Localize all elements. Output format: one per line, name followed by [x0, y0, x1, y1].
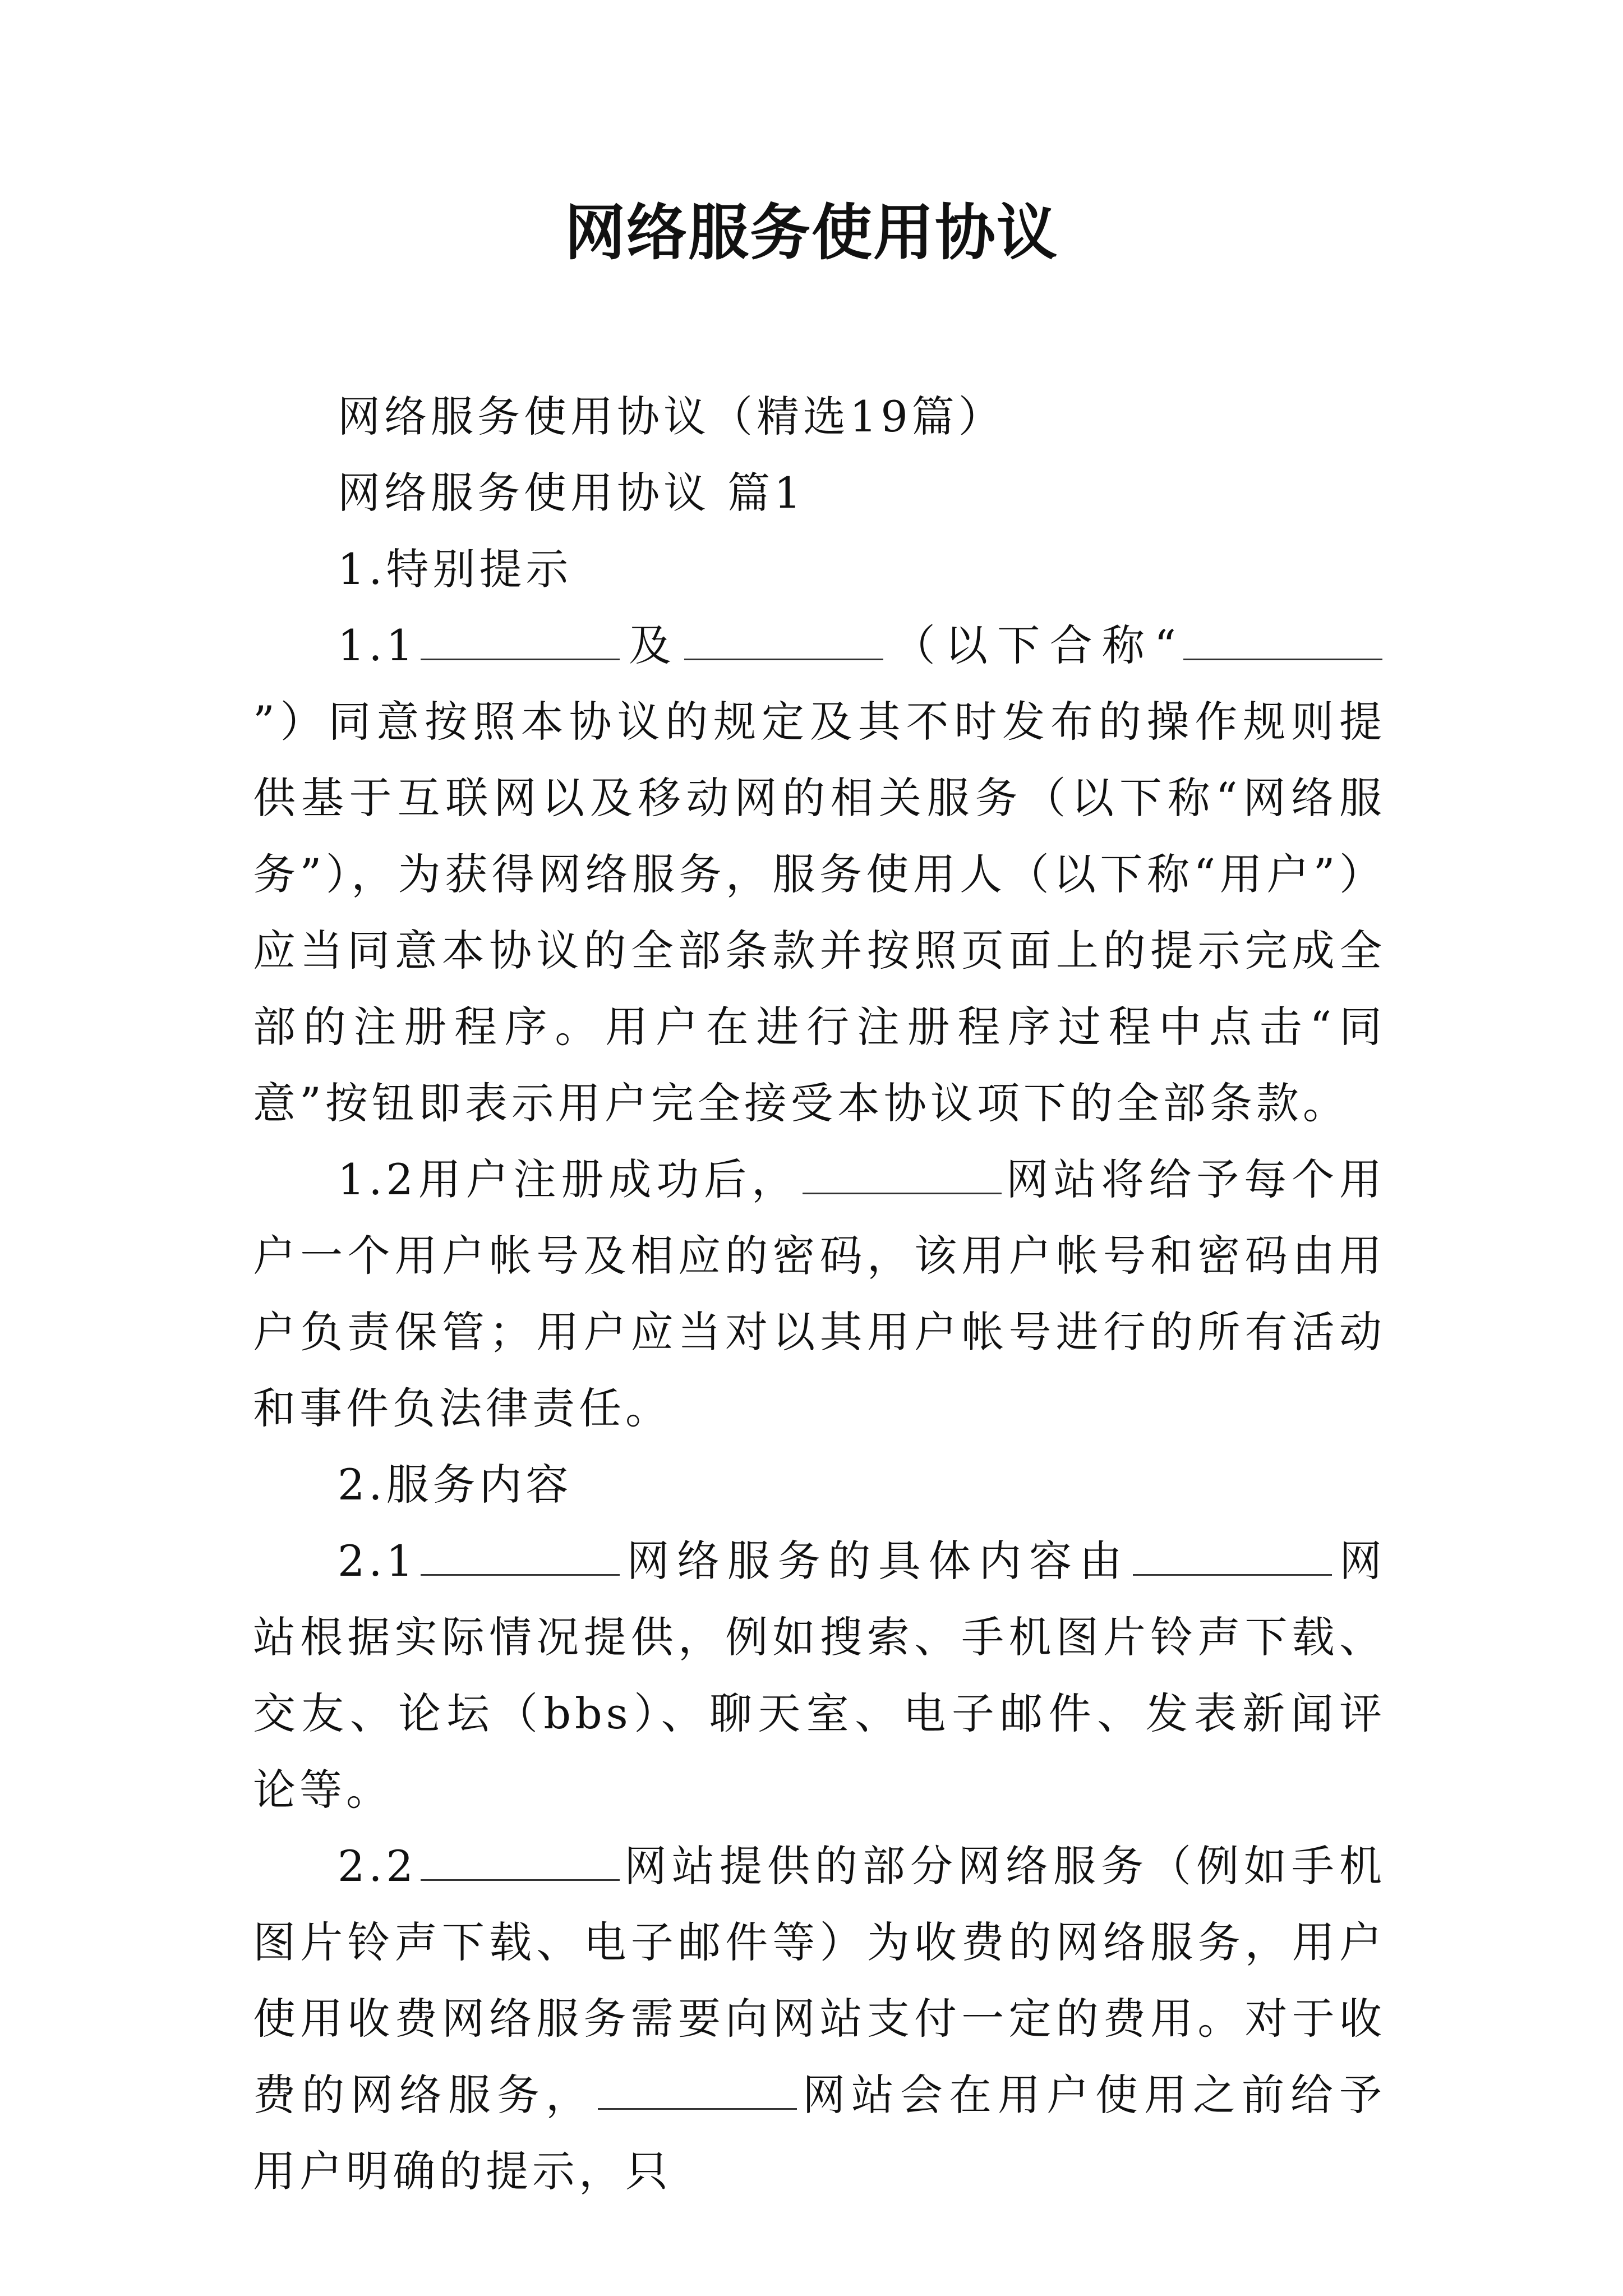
- paragraph-text: 2.1: [338, 1536, 417, 1586]
- paragraph-text: 1.2用户注册成功后，: [338, 1154, 799, 1204]
- document-body: [253, 379, 1386, 2210]
- paragraph-text: 网站提供的部分网络服务（例如手机图片铃声下载、电子邮件等）为收费的网络服务，用户使用收费网络服务需要向网站支付一定的费用。对于收费的网络服务，: [253, 1841, 1386, 2120]
- paragraph-text: 网络服务使用协议（精选19篇）: [338, 392, 1005, 441]
- fill-in-blank: [1183, 625, 1382, 660]
- paragraph: [253, 455, 1386, 531]
- paragraph: [253, 1142, 1386, 1447]
- paragraph: [253, 1828, 1386, 2210]
- paragraph: [253, 1447, 1386, 1523]
- fill-in-blank: [421, 1846, 620, 1881]
- paragraph-text: 网络服务使用协议 篇1: [338, 468, 805, 518]
- paragraph: [253, 608, 1386, 1142]
- paragraph-text: 网站将给予每个用户一个用户帐号及相应的密码，该用户帐号和密码由用户负责保管；用户应当对以其用户帐号进行的所有活动和事件负法律责任。: [253, 1154, 1386, 1433]
- fill-in-blank: [598, 2074, 797, 2110]
- paragraph-text: 1.特别提示: [338, 544, 573, 594]
- paragraph-text: 网站会在用户使用之前给予用户明确的提示，只: [253, 2070, 1386, 2196]
- fill-in-blank: [421, 1540, 620, 1576]
- paragraph: [253, 531, 1386, 608]
- paragraph: [253, 1523, 1386, 1828]
- fill-in-blank: [684, 625, 883, 660]
- document-title: 网络服务使用协议: [564, 197, 1058, 268]
- fill-in-blank: [803, 1159, 1002, 1194]
- fill-in-blank: [421, 625, 620, 660]
- paragraph-text: 网站根据实际情况提供，例如搜索、手机图片铃声下载、交友、论坛（bbs）、聊天室、电子邮件、发表新闻评论等。: [253, 1536, 1386, 1815]
- paragraph-text: 网络服务的具体内容由: [623, 1536, 1130, 1586]
- fill-in-blank: [1133, 1540, 1332, 1576]
- paragraph-text: 2.2: [338, 1841, 417, 1891]
- paragraph-text: 2.服务内容: [338, 1460, 573, 1510]
- paragraph: [253, 379, 1386, 455]
- paragraph-text: （以下合称“: [887, 620, 1181, 670]
- paragraph-text: 1.1: [338, 620, 417, 670]
- paragraph-text: ”）同意按照本协议的规定及其不时发布的操作规则提供基于互联网以及移动网的相关服务（以下称“网络服务”），为获得网络服务，服务使用人（以下称“用户”）应当同意本协议的全部条款并按照页面上的提示完成全部的注册程序。用户在进行注册程序过程中点击“同意”按钮即表示用户完全接受本协议项下的全部条款。: [253, 697, 1386, 1128]
- paragraph-text: 及: [623, 620, 681, 670]
